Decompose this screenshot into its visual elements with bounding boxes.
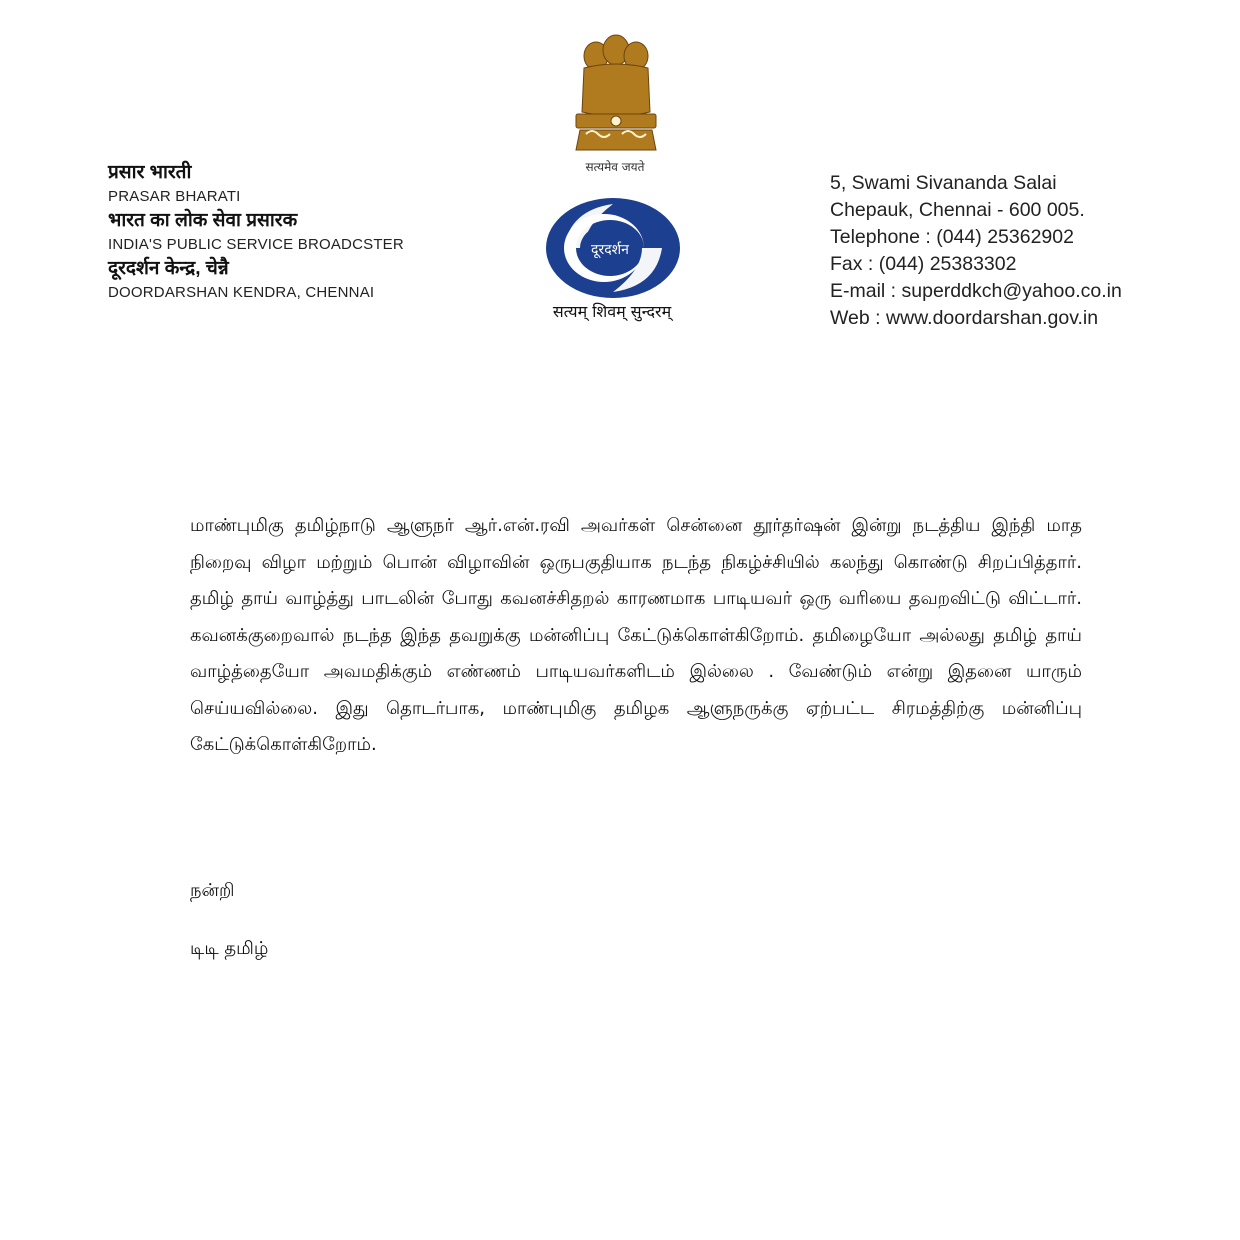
org-name-english: PRASAR BHARATI <box>108 188 241 205</box>
website: Web : www.doordarshan.gov.in <box>830 307 1099 329</box>
emblem-motto: सत्यमेव जयते <box>585 160 645 174</box>
letter-closing: நன்றி <box>190 880 235 901</box>
org-name-hindi: प्रसार भारती <box>108 162 192 183</box>
kendra-name-hindi: दूरदर्शन केन्द्र, चेन्नै <box>108 258 229 279</box>
doordarshan-motto: सत्यम् शिवम् सुन्दरम् <box>552 302 672 321</box>
tagline-hindi: भारत का लोक सेवा प्रसारक <box>108 210 298 231</box>
kendra-name-english: DOORDARSHAN KENDRA, CHENNAI <box>108 284 375 301</box>
telephone: Telephone : (044) 25362902 <box>830 226 1074 248</box>
doordarshan-logo-icon <box>544 196 682 300</box>
address-line-2: Chepauk, Chennai - 600 005. <box>830 199 1085 221</box>
letter-signature: டிடி தமிழ் <box>190 938 269 959</box>
address-block <box>830 170 1230 332</box>
letter-body-paragraph: மாண்புமிகு தமிழ்நாடு ஆளுநர் ஆர்.என்.ரவி அவர்கள் சென்னை தூர்தர்ஷன் இன்று நடத்திய இந்தி மாத நிறைவு விழா மற்றும் பொன் விழாவின் ஒருபகுதியாக நடந்த நிகழ்ச்சியில் கலந்து கொண்டு சிறப்பித்தார். தமிழ் தாய் வாழ்த்து பாடலின் போது கவனச்சிதறல் காரணமாக பாடியவர் ஒரு வரியை தவறவிட்டு விட்டார். கவனக்குறைவால் நடந்த இந்த தவறுக்கு மன்னிப்பு கேட்டுக்கொள்கிறோம். தமிழையோ அல்லது தமிழ் தாய் வாழ்த்தையோ அவமதிக்கும் எண்ணம் பாடியவர்களிடம் இல்லை . வேண்டும் என்று இதனை யாரும் செய்யவில்லை. இது தொடர்பாக, மாண்புமிகு தமிழக ஆளுநருக்கு ஏற்பட்ட சிரமத்திற்கு மன்னிப்பு கேட்டுக்கொள்கிறோம். <box>190 515 1082 755</box>
dd-logo-text: दूरदर्शन <box>591 242 629 258</box>
address-line-1: 5, Swami Sivananda Salai <box>830 172 1057 194</box>
letterhead-left <box>108 160 438 304</box>
email: E-mail : superddkch@yahoo.co.in <box>830 280 1122 302</box>
fax: Fax : (044) 25383302 <box>830 253 1017 275</box>
tagline-english: INDIA'S PUBLIC SERVICE BROADCSTER <box>108 236 404 253</box>
